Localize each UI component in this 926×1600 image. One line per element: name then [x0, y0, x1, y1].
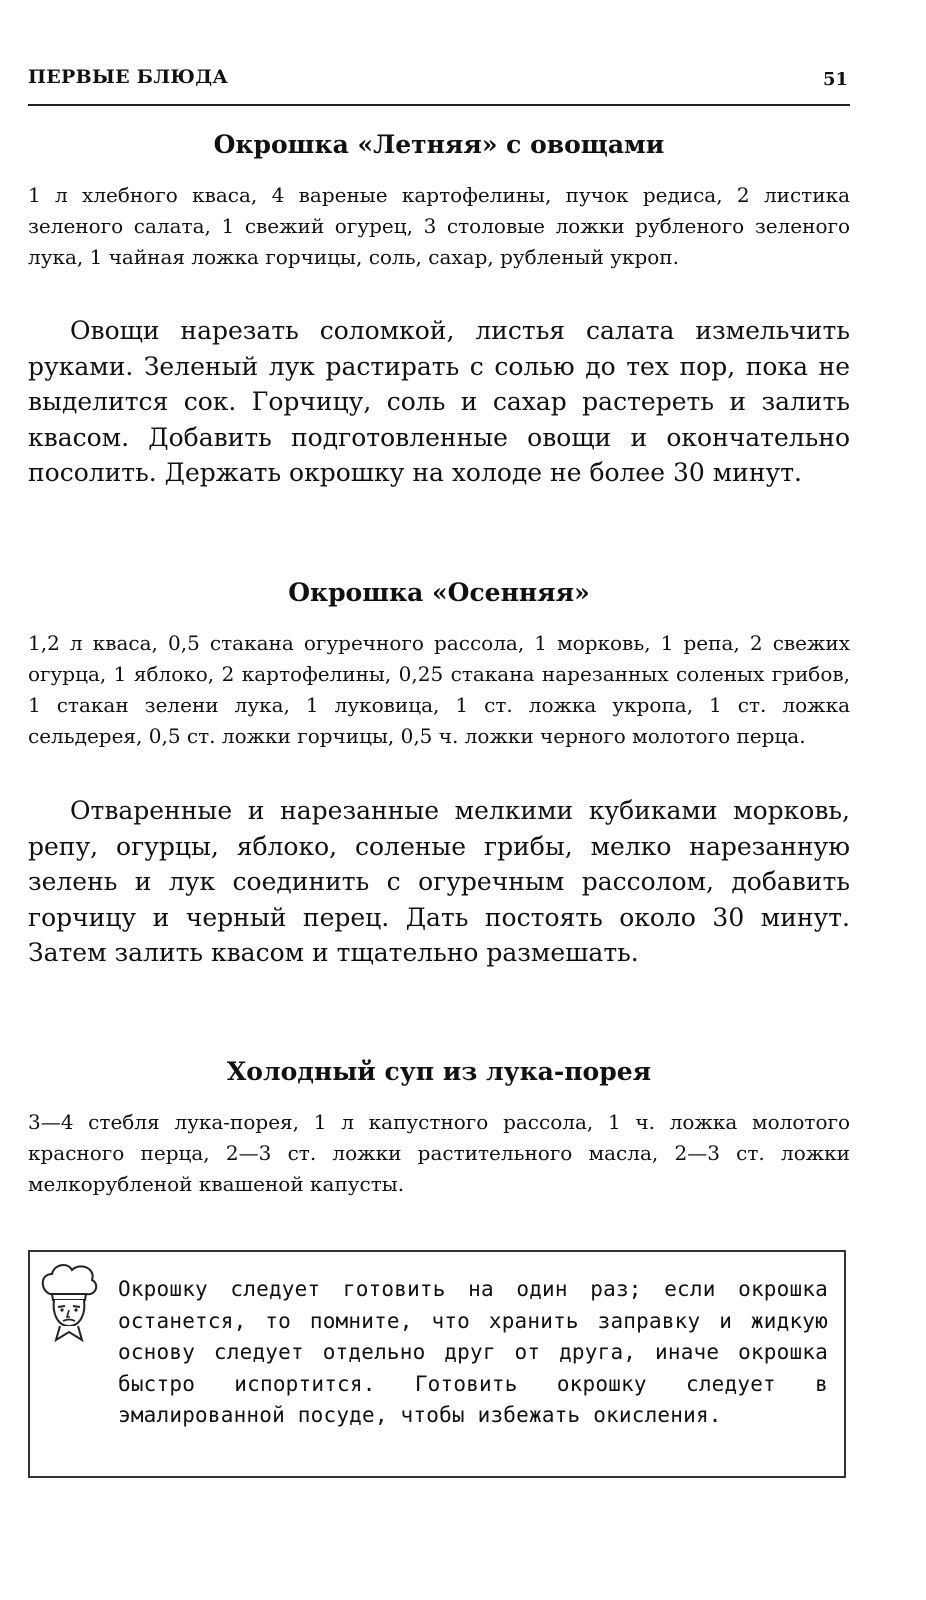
recipe-ingredients-leek-soup: 3—4 стебля лука-порея, 1 л капустного рассола, 1 ч. ложка молотого красного перца, 2—3 ст. ложки растительного масла, 2—3 ст. ложки мелкорубленой квашеной капусты.: [28, 1110, 850, 1196]
recipe-title-summer-okroshka: Окрошка «Летняя» с овощами: [213, 130, 665, 159]
recipe-title-leek-soup: Холодный суп из лука-порея: [226, 1057, 652, 1086]
section-title: ПЕРВЫЕ БЛЮДА: [28, 66, 229, 88]
tip-text: Окрошку следует готовить на один раз; если окрошка останется, то помните, что хранить заправку и жидкую основу следует отдельно друг от друга, иначе окрошка быстро испортится. Готовить окрошку следует в эмалированной посуде, чтобы избежать окисления.: [118, 1277, 828, 1427]
recipe-ingredients-autumn-okroshka: 1,2 л кваса, 0,5 стакана огуречного рассола, 1 морковь, 1 репа, 2 свежих огурца, 1 яблоко, 2 картофелины, 0,25 стакана нарезанных соленых грибов, 1 стакан зелени лука, 1 луковица, 1 ст. ложка укропа, 1 ст. ложка сельдерея, 0,5 ст. ложки горчицы, 0,5 ч. ложки черного молотого перца.: [28, 631, 850, 748]
running-head: [28, 66, 850, 106]
chef-icon: [38, 1260, 100, 1342]
page-number: 51: [822, 69, 848, 90]
recipe-ingredients-summer-okroshka: 1 л хлебного кваса, 4 вареные картофелины, пучок редиса, 2 листика зеленого салата, 1 свежий огурец, 3 столовые ложки рубленого зеленого лука, 1 чайная ложка горчицы, соль, сахар, рубленый укроп.: [28, 183, 850, 269]
recipe-method-autumn-okroshka: Отваренные и нарезанные мелкими кубиками морковь, репу, огурцы, яблоко, соленые грибы, мелко нарезанную зелень и лук соединить с огуречным рассолом, добавить горчицу и черный перец. Дать постоять около 30 минут. Затем залить квасом и тщательно размешать.: [28, 796, 850, 967]
recipe-method-summer-okroshka: Овощи нарезать соломкой, листья салата измельчить руками. Зеленый лук растирать с солью до тех пор, пока не выделится сок. Горчицу, соль и сахар растереть и залить квасом. Добавить подготовленные овощи и окончательно посолить. Держать окрошку на холоде не более 30 минут.: [28, 316, 850, 487]
tip-box: [28, 1250, 846, 1478]
recipe-title-autumn-okroshka: Окрошка «Осенняя»: [288, 578, 590, 607]
